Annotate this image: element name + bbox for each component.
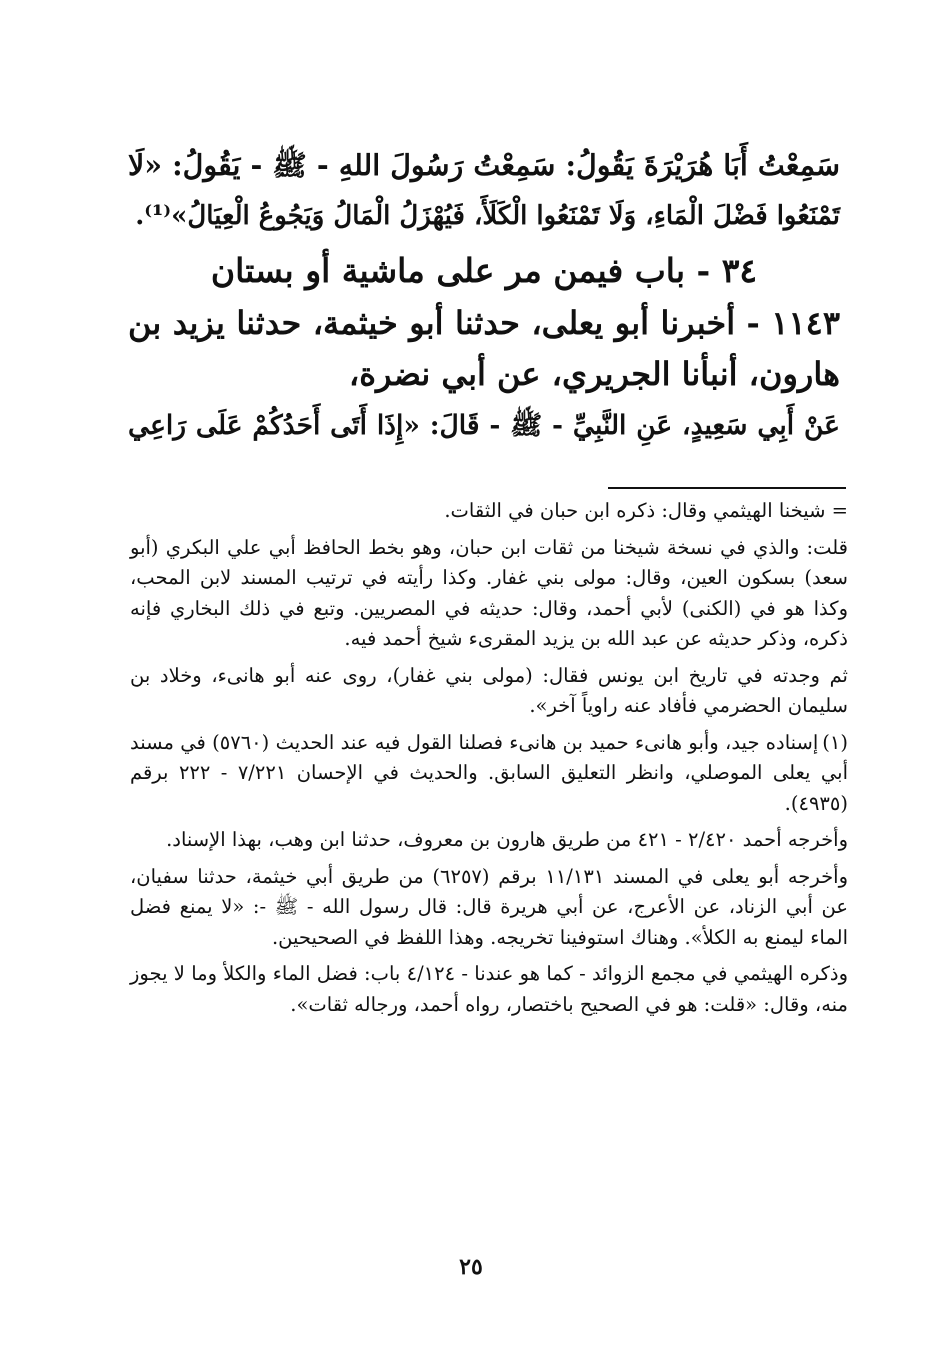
chapter-heading: ٣٤ - باب فيمن مر على ماشية أو بستان bbox=[210, 251, 758, 290]
footnote-continuation: = شيخنا الهيثمي وقال: ذكره ابن حبان في الثقات. bbox=[444, 499, 848, 522]
footnote-paragraph: وأخرجه أبو يعلى في المسند ١١/١٣١ برقم (٦٢٥٧) من طريق أبي خيثمة، حدثنا سفيان، عن أبي الزناد، عن الأعرج، عن أبي هريرة قال: قال رسول الله - ﷺ -: «لا يمنع فضل الماء ليمنع به الكلأ». وهناك استوفينا تخريجه. وهذا اللفظ في الصحيحين. bbox=[130, 864, 848, 949]
footnote-paragraph: قلت: والذي في نسخة شيخنا من ثقات ابن حبان، وهو بخط الحافظ أبي علي البكري (أبو سعد) بسكون العين، وقال: مولى بني غفار. وكذا رأيته في ترتيب المسند لابن المحب، وكذا هو في (الكنى) لأبي أحمد، وقال: حديثه في المصريين. وتبع في ذلك البخاري فإنه ذكره، وذكر حديثه عن عبد الله بن يزيد المقرىء شيخ أحمد فيه. bbox=[130, 535, 848, 650]
hadith-line: ١١٤٣ - أخبرنا أبو يعلى، حدثنا أبو خيثمة، حدثنا يزيد بن bbox=[128, 304, 841, 342]
main-text-line: تَمْنَعُوا فَضْلَ الْمَاءِ، وَلَا تَمْنَعُوا الْكَلَأَ، فَيُهْزَلُ الْمَالُ وَيَجُوعُ الْعِيَالُ»⁽¹⁾. bbox=[135, 201, 840, 231]
hadith-line: عَنْ أَبِي سَعِيدٍ، عَنِ النَّبِيِّ - ﷺ - قَالَ: «إِذَا أَتَى أَحَدُكُمْ عَلَى رَاعِي bbox=[128, 410, 840, 441]
footnote-1-text: إسناده جيد، وأبو هانىء حميد بن هانىء فصلنا القول فيه عند الحديث (٥٧٦٠) في مسند أبي يعلى الموصلي، وانظر التعليق السابق. والحديث في الإحسان ٧/٢٢١ - ٢٢٢ برقم (٤٩٣٥). bbox=[130, 730, 848, 815]
page-number: ٢٥ bbox=[459, 1254, 483, 1280]
main-text-line: سَمِعْتُ أَبَا هُرَيْرَةَ يَقُولُ: سَمِعْتُ رَسُولَ اللهِ - ﷺ - يَقُولُ: «لَا bbox=[128, 148, 840, 182]
footnotes bbox=[130, 496, 848, 1020]
footnote-paragraph: ثم وجدته في تاريخ ابن يونس فقال: (مولى بني غفار)، روى عنه أبو هانىء، وخلاد بن سليمان الحضرمي فأفاد عنه راوياً آخر». bbox=[130, 663, 848, 717]
footnote-paragraph: وأخرجه أحمد ٢/٤٢٠ - ٤٢١ من طريق هارون بن معروف، حدثنا ابن وهب، بهذا الإسناد. bbox=[166, 828, 848, 851]
main-text bbox=[128, 140, 840, 451]
footnote-paragraph: وذكره الهيثمي في مجمع الزوائد - كما هو عندنا - ٤/١٢٤ باب: فضل الماء والكلأ وما لا يجوز منه، وقال: «قلت: هو في الصحيح باختصار، رواه أحمد، ورجاله ثقات». bbox=[130, 962, 848, 1016]
footnote-1 bbox=[130, 728, 848, 820]
footnote-divider bbox=[608, 487, 846, 489]
footnote-number: (١) bbox=[822, 730, 848, 754]
hadith-line: هارون، أنبأنا الجريري، عن أبي نضرة، bbox=[348, 355, 840, 393]
